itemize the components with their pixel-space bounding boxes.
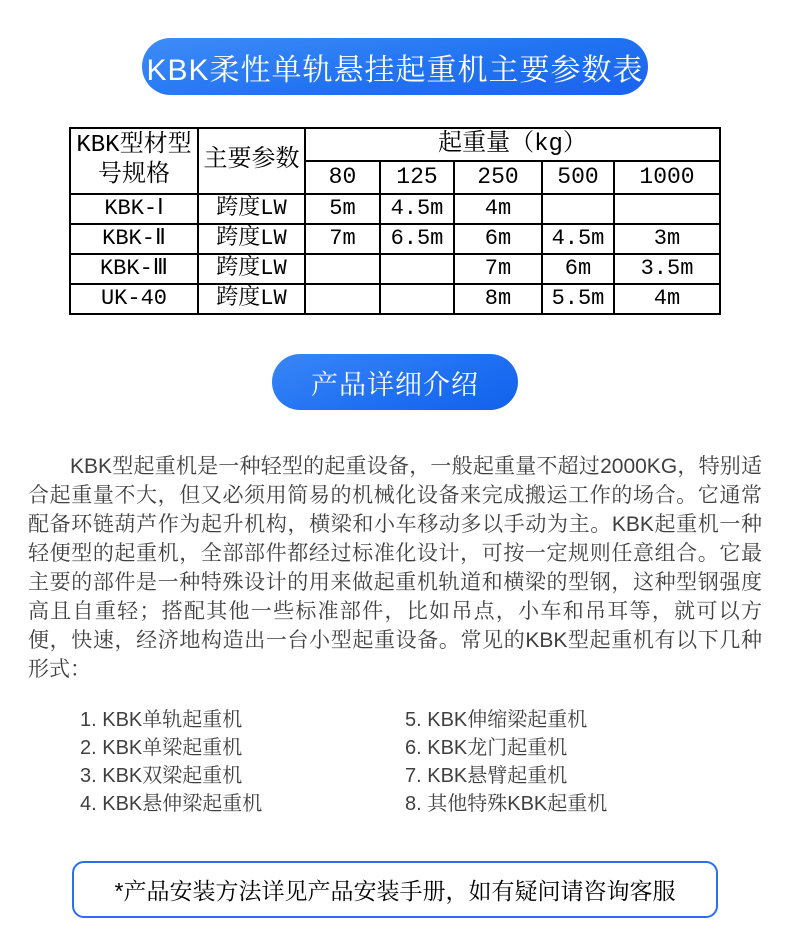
table-row-kbk1 <box>70 194 720 224</box>
span-value-cell <box>380 284 454 314</box>
span-value-cell: 5m <box>305 194 380 224</box>
span-value-cell: 4m <box>454 194 542 224</box>
column-header-model-spec: KBK型材型号规格 <box>70 128 198 194</box>
table-row-uk40 <box>70 284 720 314</box>
span-value-cell: 6m <box>454 224 542 254</box>
page-title: KBK柔性单轨悬挂起重机主要参数表 <box>146 53 644 87</box>
model-cell: KBK-Ⅲ <box>70 254 198 284</box>
span-value-cell: 3.5m <box>614 254 720 284</box>
product-detail-section-button[interactable]: 产品详细介绍 <box>272 354 518 410</box>
param-cell: 跨度LW <box>198 254 305 284</box>
span-value-cell: 4m <box>614 284 720 314</box>
list-item: 6. KBK龙门起重机 <box>405 737 568 759</box>
param-cell: 跨度LW <box>198 194 305 224</box>
list-item: 3. KBK双梁起重机 <box>80 765 243 787</box>
param-cell: 跨度LW <box>198 224 305 254</box>
list-item: 4. KBK悬伸梁起重机 <box>80 793 263 815</box>
model-cell: KBK-Ⅱ <box>70 224 198 254</box>
column-header-capacity-250: 250 <box>454 161 542 194</box>
span-value-cell: 6m <box>542 254 614 284</box>
list-item: 8. 其他特殊KBK起重机 <box>405 793 608 815</box>
column-header-capacity-1000: 1000 <box>614 161 720 194</box>
crane-type-list <box>80 706 790 818</box>
span-value-cell <box>305 284 380 314</box>
model-cell: KBK-Ⅰ <box>70 194 198 224</box>
list-item: 7. KBK悬臂起重机 <box>405 765 568 787</box>
span-value-cell: 3m <box>614 224 720 254</box>
list-item: 5. KBK伸缩梁起重机 <box>405 709 588 731</box>
product-intro-paragraph: KBK型起重机是一种轻型的起重设备，一般起重量不超过2000KG，特别适合起重量不大，但又必须用简易的机械化设备来完成搬运工作的场合。它通常配备环链葫芦作为起升机构，横梁和小车移动多以手动为主。KBK起重机一种轻便型的起重机，全部部件都经过标准化设计，可按一定规则任意组合。它最主要的部件是一种特殊设计的用来做起重机轨道和横梁的型钢，这种型钢强度高且自重轻；搭配其他一些标准部件，比如吊点，小车和吊耳等，就可以方便，快速，经济地构造出一台小型起重设备。常见的KBK型起重机有以下几种形式： <box>28 455 762 681</box>
parameters-table <box>69 127 721 315</box>
table-row-kbk3 <box>70 254 720 284</box>
span-value-cell: 7m <box>454 254 542 284</box>
installation-note-text: *产品安装方法详见产品安装手册，如有疑问请咨询客服 <box>114 878 676 904</box>
span-value-cell: 8m <box>454 284 542 314</box>
param-cell: 跨度LW <box>198 284 305 314</box>
table-row-kbk2 <box>70 224 720 254</box>
list-item: 2. KBK单梁起重机 <box>80 737 243 759</box>
model-cell: UK-40 <box>70 284 198 314</box>
span-value-cell <box>305 254 380 284</box>
column-header-capacity-group: 起重量（kg） <box>305 128 720 161</box>
column-header-capacity-125: 125 <box>380 161 454 194</box>
span-value-cell: 4.5m <box>542 224 614 254</box>
span-value-cell: 6.5m <box>380 224 454 254</box>
crane-type-list-right-column <box>405 706 730 818</box>
column-header-main-param: 主要参数 <box>198 128 305 194</box>
span-value-cell <box>380 254 454 284</box>
span-value-cell: 4.5m <box>380 194 454 224</box>
span-value-cell <box>542 194 614 224</box>
page-title-banner <box>142 38 648 95</box>
list-item: 1. KBK单轨起重机 <box>80 709 243 731</box>
span-value-cell: 5.5m <box>542 284 614 314</box>
span-value-cell: 7m <box>305 224 380 254</box>
span-value-cell <box>614 194 720 224</box>
column-header-capacity-80: 80 <box>305 161 380 194</box>
column-header-capacity-500: 500 <box>542 161 614 194</box>
crane-type-list-left-column <box>80 706 405 818</box>
installation-note-box <box>72 861 718 918</box>
